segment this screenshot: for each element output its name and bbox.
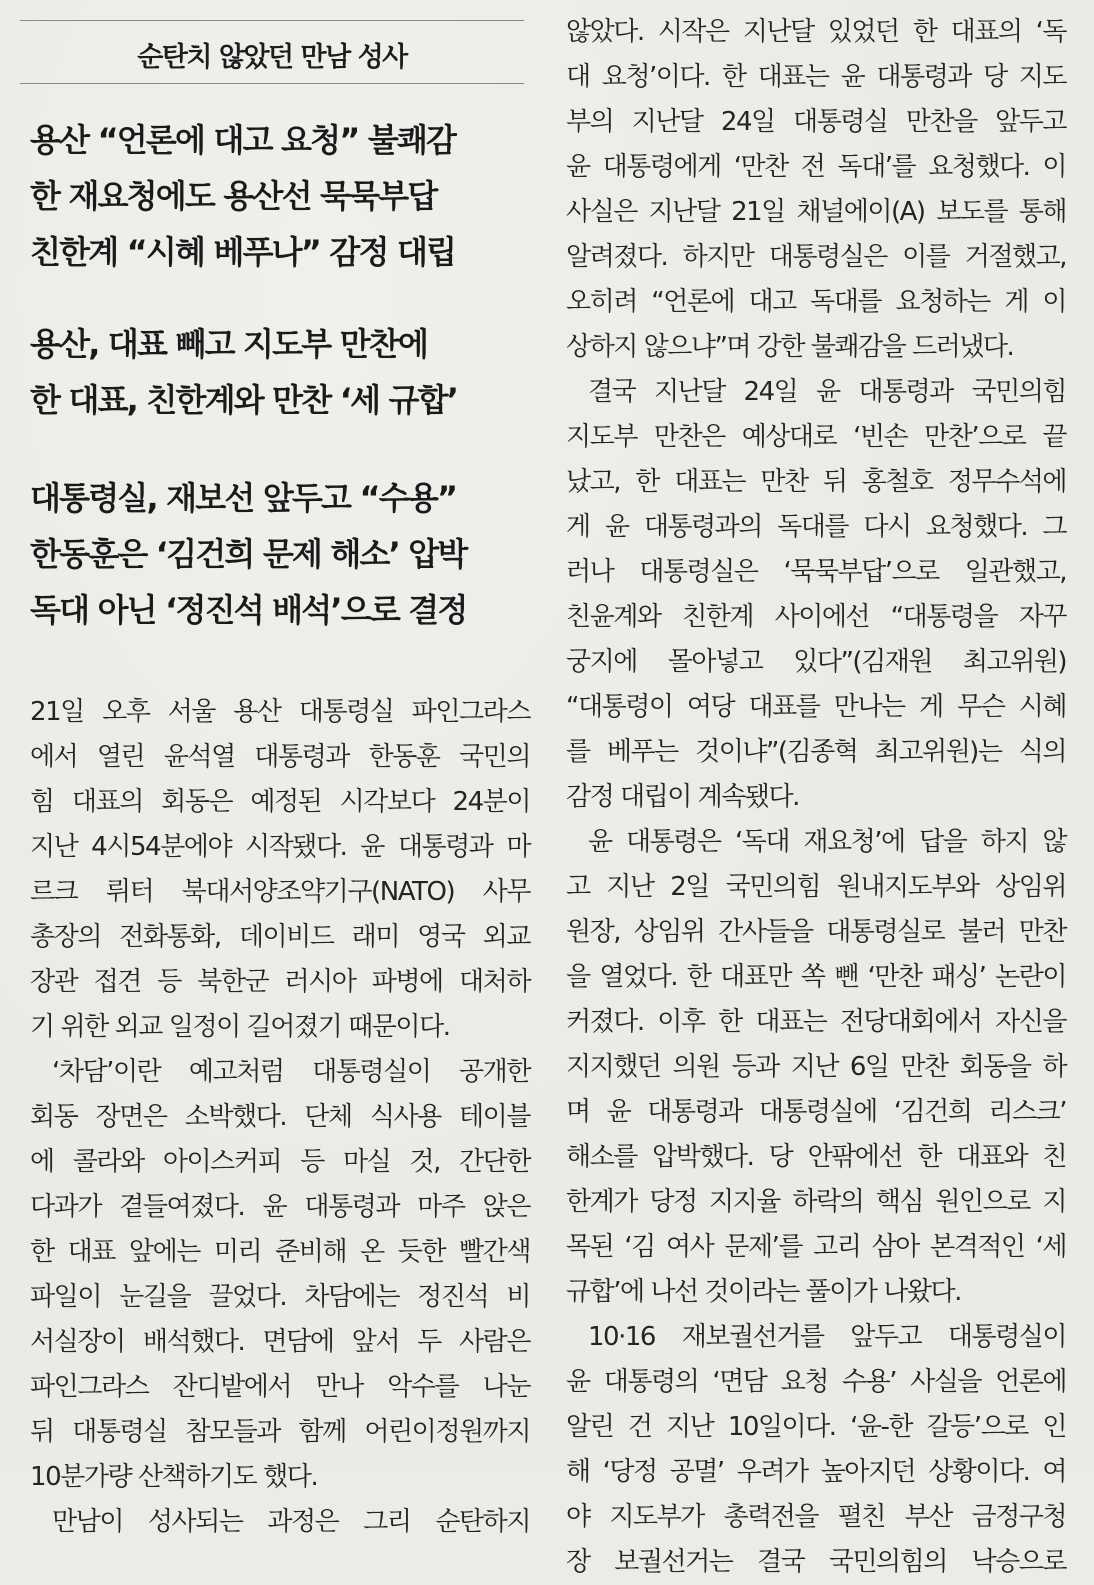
article-text-line: 한 대표 앞에는 미리 준비해 온 듯한 빨간색 — [30, 1237, 530, 1267]
article-text-line: 윤 대통령의 ‘면담 요청 수용’ 사실을 언론에 — [566, 1367, 1066, 1397]
headline-group-1 — [30, 112, 530, 280]
headline-line: 독대 아닌 ‘정진석 배석’으로 결정 — [30, 591, 467, 629]
article-text-line: 총장의 전화통화, 데이비드 래미 영국 외교 — [30, 922, 530, 952]
headline-line: 용산, 대표 빼고 지도부 만찬에 — [30, 325, 428, 363]
article-text-line: 회동 장면은 소박했다. 단체 식사용 테이블 — [30, 1102, 530, 1132]
article-text-line: 다과가 곁들여졌다. 윤 대통령과 마주 앉은 — [30, 1192, 530, 1222]
kicker-title: 순탄치 않았던 만남 성사 — [137, 42, 407, 73]
article-text-line: 만남이 성사되는 과정은 그리 순탄하지 — [52, 1507, 530, 1537]
article-text-line: 를 베푸는 것이냐”(김종혁 최고위원)는 식의 — [566, 737, 1066, 767]
article-text-line: 윤 대통령은 ‘독대 재요청’에 답을 하지 않 — [588, 827, 1066, 857]
article-text-line: 에 콜라와 아이스커피 등 마실 것, 간단한 — [30, 1147, 530, 1177]
article-text-line: 궁지에 몰아넣고 있다”(김재원 최고위원) — [566, 647, 1066, 677]
article-text-line: 결국 지난달 24일 윤 대통령과 국민의힘 — [588, 377, 1066, 407]
article-text-line: 장관 접견 등 북한군 러시아 파병에 대처하 — [30, 967, 530, 997]
article-text-line: 러나 대통령실은 ‘묵묵부답’으로 일관했고, — [566, 557, 1066, 587]
article-body-right — [566, 10, 1066, 1585]
headline-line: 한 대표, 친한계와 만찬 ‘세 규합’ — [30, 381, 458, 419]
headline-group-2 — [30, 316, 530, 428]
headline-group-3 — [30, 470, 530, 638]
article-text-line: 서실장이 배석했다. 면담에 앞서 두 사람은 — [30, 1327, 530, 1357]
article-text-line: 한계가 당정 지지율 하락의 핵심 원인으로 지 — [566, 1187, 1066, 1217]
article-text-line: 대 요청’이다. 한 대표는 윤 대통령과 당 지도 — [566, 62, 1066, 92]
article-text-line: ‘차담’이란 예고처럼 대통령실이 공개한 — [52, 1057, 530, 1087]
article-text-line: 알린 건 지난 10일이다. ‘윤-한 갈등’으로 인 — [566, 1412, 1066, 1442]
article-text-line: 커졌다. 이후 한 대표는 전당대회에서 자신을 — [566, 1007, 1066, 1037]
article-text-line: 사실은 지난달 21일 채널에이(A) 보도를 통해 — [566, 197, 1066, 227]
article-text-line: 났고, 한 대표는 만찬 뒤 홍철호 정무수석에 — [566, 467, 1066, 497]
article-text-line: 상하지 않으냐”며 강한 불쾌감을 드러냈다. — [566, 332, 1014, 362]
article-text-line: 고 지난 2일 국민의힘 원내지도부와 상임위 — [566, 872, 1066, 902]
article-text-line: 부의 지난달 24일 대통령실 만찬을 앞두고 — [566, 107, 1066, 137]
article-text-line: 지도부 만찬은 예상대로 ‘빈손 만찬’으로 끝 — [566, 422, 1066, 452]
article-body-left — [30, 690, 530, 1545]
article-text-line: 오히려 “언론에 대고 독대를 요청하는 게 이 — [566, 287, 1066, 317]
headline-line: 한동훈은 ‘김건희 문제 해소’ 압박 — [30, 535, 467, 573]
article-text-line: 해 ‘당정 공멸’ 우려가 높아지던 상황이다. 여 — [566, 1457, 1066, 1487]
article-text-line: 윤 대통령에게 ‘만찬 전 독대’를 요청했다. 이 — [566, 152, 1066, 182]
article-text-line: 며 윤 대통령과 대통령실에 ‘김건희 리스크’ — [566, 1097, 1066, 1127]
article-text-line: 10·16 재보궐선거를 앞두고 대통령실이 — [588, 1322, 1066, 1352]
article-text-line: 알려졌다. 하지만 대통령실은 이를 거절했고, — [566, 242, 1066, 272]
article-text-line: 파일이 눈길을 끌었다. 차담에는 정진석 비 — [30, 1282, 530, 1312]
headline-line: 한 재요청에도 용산선 묵묵부답 — [30, 177, 437, 215]
article-text-line: 않았다. 시작은 지난달 있었던 한 대표의 ‘독 — [566, 17, 1066, 47]
article-text-line: 목된 ‘김 여사 문제’를 고리 삼아 본격적인 ‘세 — [566, 1232, 1066, 1262]
article-text-line: 지난 4시54분에야 시작됐다. 윤 대통령과 마 — [30, 832, 530, 862]
headline-line: 대통령실, 재보선 앞두고 “수용” — [30, 479, 457, 517]
article-text-line: 힘 대표의 회동은 예정된 시각보다 24분이 — [30, 787, 530, 817]
article-text-line: 뒤 대통령실 참모들과 함께 어린이정원까지 — [30, 1417, 530, 1447]
article-text-line: 친윤계와 친한계 사이에선 “대통령을 자꾸 — [566, 602, 1066, 632]
article-text-line: 르크 뤼터 북대서양조약기구(NATO) 사무 — [30, 877, 530, 907]
article-text-line: 을 열었다. 한 대표만 쏙 뺀 ‘만찬 패싱’ 논란이 — [566, 962, 1066, 992]
article-text-line: 10분가량 산책하기도 했다. — [30, 1462, 318, 1492]
article-text-line: 에서 열린 윤석열 대통령과 한동훈 국민의 — [30, 742, 530, 772]
article-text-line: 원장, 상임위 간사들을 대통령실로 불러 만찬 — [566, 917, 1066, 947]
article-text-line: 게 윤 대통령과의 독대를 다시 요청했다. 그 — [566, 512, 1066, 542]
kicker-box — [20, 20, 524, 84]
headline-line: 친한계 “시혜 베푸나” 감정 대립 — [30, 233, 456, 271]
headline-line: 용산 “언론에 대고 요청” 불쾌감 — [30, 121, 456, 159]
article-text-line: 지지했던 의원 등과 지난 6일 만찬 회동을 하 — [566, 1052, 1066, 1082]
article-text-line: 해소를 압박했다. 당 안팎에선 한 대표와 친 — [566, 1142, 1066, 1172]
article-text-line: 기 위한 외교 일정이 길어졌기 때문이다. — [30, 1012, 450, 1042]
article-text-line: 장 보궐선거는 결국 국민의힘의 낙승으로 — [566, 1547, 1066, 1577]
headline-block — [30, 112, 530, 638]
article-text-line: 규합’에 나선 것이라는 풀이가 나왔다. — [566, 1277, 961, 1307]
article-text-line: “대통령이 여당 대표를 만나는 게 무슨 시혜 — [566, 692, 1066, 722]
article-text-line: 파인그라스 잔디밭에서 만나 악수를 나눈 — [30, 1372, 530, 1402]
article-text-line: 21일 오후 서울 용산 대통령실 파인그라스 — [30, 697, 530, 727]
article-text-line: 야 지도부가 총력전을 펼친 부산 금정구청 — [566, 1502, 1066, 1532]
article-text-line: 감정 대립이 계속됐다. — [566, 782, 799, 812]
